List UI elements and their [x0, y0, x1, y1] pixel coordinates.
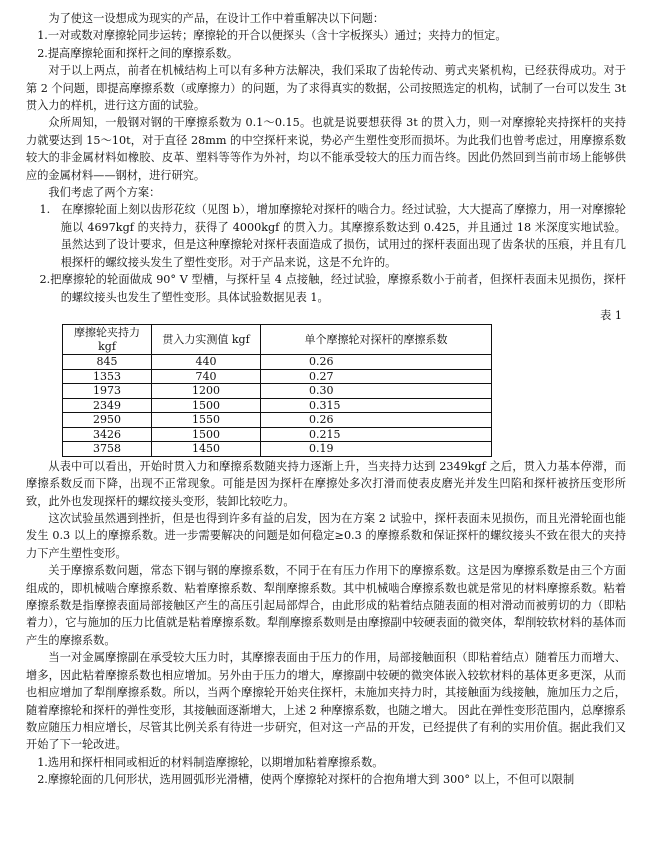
table-cell: 0.27 [261, 369, 492, 384]
table-cell: 1200 [152, 384, 261, 399]
body-paragraph: 对于以上两点，前者在机械结构上可以有多种方法解决，我们采取了齿轮传动、剪式夹紧机构，已经获得成功。对于第 2 个问题，即提高摩擦系数（或摩擦力）的问题，为了求得真实的数据，公司按照选定的机构，试制了一台可以发生 3t 贯入力的样机，进行这方面的试验。 [26, 64, 626, 113]
body-paragraph: 当一对金属摩擦副在承受较大压力时，其摩擦表面由于压力的作用，局部接触面积（即粘着结点）随着压力而增大、增多，因此粘着摩擦系数也相应增加。另外由于压力的增大，摩擦副中较硬的微突体嵌入较软材料的基体更多更深，从而也相应增加了犁削摩擦系数。所以，当两个摩擦轮开始夹住探杆，未施加夹持力时，其接触面为线接触，施加压力之后，随着摩擦轮和探杆的弹性变形，其接触面逐渐增大，上述 2 种摩擦系数，也随之增大。 因此在弹性变形范围内，总摩擦系数应随压力相应增长，尽管其比例关系有待进一步研究，但对这一产品的开发，已经提供了有利的实用价值。据此我们又开始了下一轮改进。 [26, 651, 626, 752]
friction-data-table [62, 324, 492, 457]
intro-paragraph: 为了使这一设想成为现实的产品，在设计工作中着重解决以下问题： [48, 12, 385, 25]
table-cell: 0.315 [261, 398, 492, 413]
body-paragraph: 这次试验虽然遇到挫折，但是也得到许多有益的启发，因为在方案 2 试验中，探杆表面未见损伤，而且光滑轮面也能发生 0.3 以上的摩擦系数。进一步需要解决的问题是如何稳定≥0.3 的摩擦系数和保证探杆的螺纹接头不致在很大的夹持力下产生塑性变形。 [26, 512, 626, 560]
body-paragraph: 众所周知，一般钢对钢的干摩擦系数为 0.1～0.15。也就是说要想获得 3t 的贯入力，则一对摩擦轮夹持探杆的夹持力就要达到 15～10t，对于直径 28mm 的中空探杆来说，势必产生塑性变形而损坏。为此我们也曾考虑过，用摩擦系数较大的非金属材料如橡胶、皮革、塑料等等作为外衬，均以不能承受较大的压力而告终。因此仍然回到当前市场上能够供应的金属材料——钢材，进行研究。 [26, 116, 626, 182]
table-body [63, 355, 492, 457]
table-header-cell: 摩擦轮夹持力 kgf [63, 325, 152, 355]
body-paragraph: 关于摩擦系数问题，常态下钢与钢的摩擦系数，不同于在有压力作用下的摩擦系数。这是因为摩擦系数是由三个方面组成的，即机械啮合摩擦系数、粘着摩擦系数、犁削摩擦系数。其中机械啮合摩擦系数也就是常见的材料摩擦系数。粘着摩擦系数是指摩擦表面局部接触区产生的高压引起局部焊合，由此形成的粘着结点随表面的相对滑动而被剪切的力（即粘着力），它与施加的压力比值就是粘着摩擦系数。犁削摩擦系数则是由摩擦副中较硬表面的微突体，犁削较软材料的基体而产生的摩擦系数。 [26, 564, 626, 647]
table-cell: 1550 [152, 413, 261, 428]
table-row [63, 398, 492, 413]
table-cell: 0.26 [261, 355, 492, 370]
improvement-item-1: 1.选用和探杆相同或相近的材料制造摩擦轮，以期增加粘着摩擦系数。 [37, 755, 384, 769]
improvement-item-2: 2.摩擦轮面的几何形状，选用圆弧形光滑槽，使两个摩擦轮对探杆的合抱角增大到 300° 以上，不但可以限制 [37, 773, 575, 787]
table-row [63, 427, 492, 442]
table-cell: 0.19 [261, 442, 492, 457]
body-paragraph: 从表中可以看出，开始时贯入力和摩擦系数随夹持力逐渐上升，当夹持力达到 2349kgf 之后，贯入力基本停滞，而摩擦系数反而下降，出现不正常现象。可能是因为探杆在摩擦处多次打滑而使表皮磨光并发生凹陷和探杆被挤压变形所致，此外也发现探杆的螺纹接头变形，装卸比较吃力。 [26, 459, 626, 508]
problem-item-1: 1.一对或数对摩擦轮同步运转；摩擦轮的开合以便探头（含十字板探头）通过；夹持力的恒定。 [37, 29, 507, 43]
table-row [63, 413, 492, 428]
problem-item-2: 2.提高摩擦轮面和探杆之间的摩擦系数。 [37, 46, 239, 60]
scheme-item-1: 1. 在摩擦轮面上刻以齿形花纹（见图 b），增加摩擦轮对探杆的啮合力。经过试验，大大提高了摩擦力，用一对摩擦轮施以 4697kgf 的夹持力，获得了 4000kgf 的贯入力。其摩擦系数达到 0.425，并且通过 18 米深度实地试验。虽然达到了设计要求，但是这种摩擦轮对探杆表面造成了损伤，试用过的探杆表面出现了齿条状的压痕，并且有几根探杆的螺纹接头发生了塑性变形。对于产品来说，这是不允许的。 [39, 203, 626, 269]
table-row [63, 355, 492, 370]
table-cell: 2950 [63, 413, 152, 428]
table-row [63, 369, 492, 384]
table-cell: 2349 [63, 398, 152, 413]
table-row [63, 384, 492, 399]
table-cell: 1353 [63, 369, 152, 384]
table-cell: 845 [63, 355, 152, 370]
table-header-row [63, 325, 492, 355]
table-cell: 1500 [152, 398, 261, 413]
table-cell: 3426 [63, 427, 152, 442]
table-cell: 0.215 [261, 427, 492, 442]
table-cell: 440 [152, 355, 261, 370]
table-row [63, 442, 492, 457]
body-paragraph: 我们考虑了两个方案： [48, 186, 161, 200]
table-cell: 1973 [63, 384, 152, 399]
scheme-item-2: 2.把摩擦轮的轮面做成 90° V 型槽，与探杆呈 4 点接触，经过试验，摩擦系数小于前者，但探杆表面未见损伤，探杆的螺纹接头也发生了塑性变形。具体试验数据见表 1。 [39, 273, 626, 304]
table-cell: 740 [152, 369, 261, 384]
table-header-cell: 贯入力实测值 kgf [152, 325, 261, 355]
table-cell: 1450 [152, 442, 261, 457]
table-caption: 表 1 [600, 308, 622, 322]
table-cell: 1500 [152, 427, 261, 442]
table-header-cell: 单个摩擦轮对探杆的摩擦系数 [261, 325, 492, 355]
table-cell: 0.26 [261, 413, 492, 428]
table-cell: 0.30 [261, 384, 492, 399]
table-cell: 3758 [63, 442, 152, 457]
